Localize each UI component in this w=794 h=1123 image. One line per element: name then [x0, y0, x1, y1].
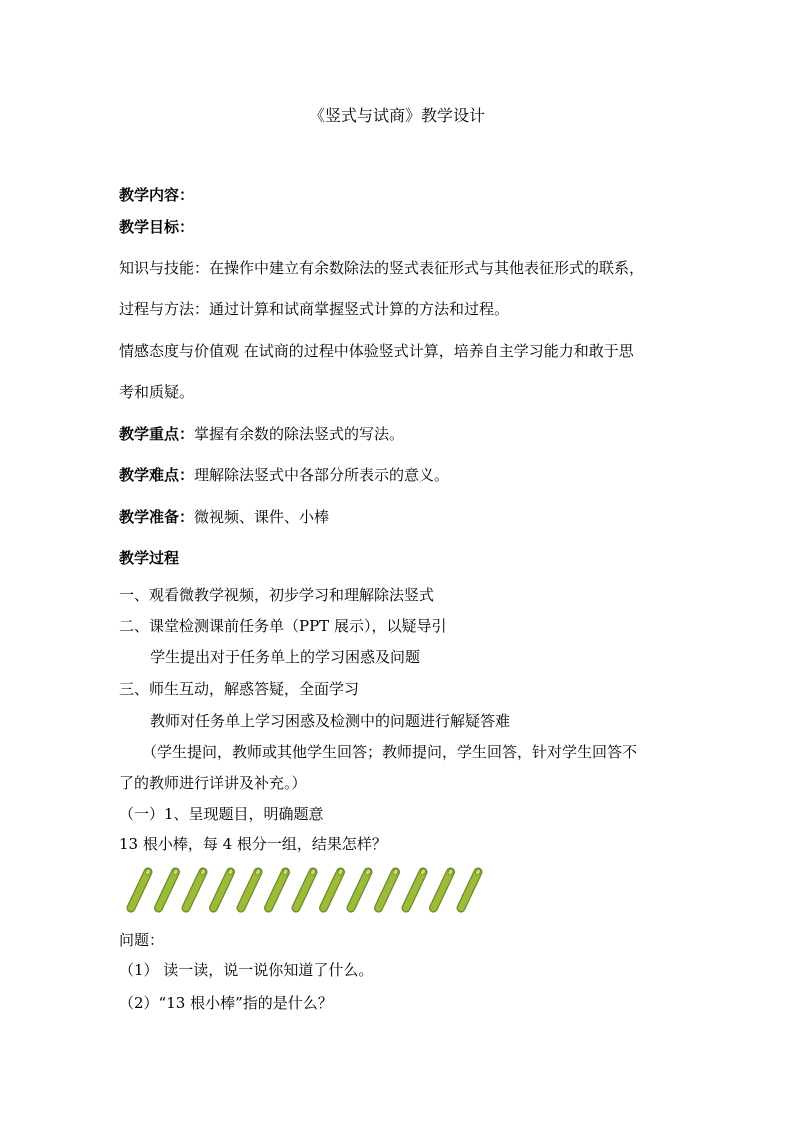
- preparation-row: [119, 510, 329, 525]
- document-title: 《竖式与试商》教学设计: [308, 106, 485, 125]
- teaching-content-label: 教学内容：: [119, 186, 195, 204]
- stick-3: [186, 868, 206, 908]
- subsection-1-heading: （一）1、呈现题目，明确题意: [119, 805, 324, 823]
- process-step-1: 一、观看微教学视频，初步学习和理解除法竖式: [119, 586, 435, 604]
- goal-knowledge-text: 知识与技能：在操作中建立有余数除法的竖式表征形式与其他表征形式的联系，: [119, 259, 645, 277]
- question-1: （1） 读一读，说一说你知道了什么。: [119, 961, 374, 979]
- process-step-3: 三、师生互动，解惑答疑，全面学习: [119, 680, 360, 698]
- key-point-text: 掌握有余数的除法竖式的写法。: [194, 425, 405, 443]
- difficulty-row: [119, 468, 449, 483]
- key-point-label: 教学重点：: [119, 425, 195, 443]
- difficulty-label: 教学难点：: [119, 466, 195, 484]
- process-step-3-detail: 教师对任务单上学习困惑及检测中的问题进行解疑答难: [150, 712, 511, 730]
- stick-10: [379, 868, 399, 908]
- stick-13: [461, 868, 481, 908]
- goal-attitude-text-line1: 情感态度与价值观 在试商的过程中体验竖式计算，培养自主学习能力和敢于思: [119, 342, 634, 360]
- stick-7: [296, 868, 316, 908]
- problem-statement: 13 根小棒，每 4 根分一组，结果怎样？: [119, 835, 387, 853]
- stick-12: [434, 868, 454, 908]
- stick-8: [324, 868, 344, 908]
- goal-process-text: 过程与方法：通过计算和试商掌握竖式计算的方法和过程。: [119, 300, 510, 318]
- stick-1: [131, 868, 151, 908]
- process-label: 教学过程: [119, 549, 180, 567]
- stick-11: [406, 868, 426, 908]
- process-step-3-note-line1: （学生提问，教师或其他学生回答；教师提问，学生回答，针对学生回答不: [142, 743, 638, 761]
- key-point-row: [119, 427, 404, 442]
- questions-label: 问题：: [119, 931, 165, 949]
- stick-6: [269, 868, 289, 908]
- goal-attitude-text-line2: 考和质疑。: [119, 383, 195, 401]
- process-step-2-detail: 学生提出对于任务单上的学习困惑及问题: [150, 648, 421, 666]
- process-step-3-note-line2: 了的教师进行详讲及补充。）: [119, 774, 307, 792]
- sticks-illustration: [125, 866, 495, 916]
- question-2: （2）“13 根小棒”指的是什么？: [119, 994, 333, 1012]
- process-step-2: 二、课堂检测课前任务单（PPT 展示），以疑导引: [119, 617, 447, 635]
- preparation-label: 教学准备：: [119, 508, 195, 526]
- teaching-goals-label: 教学目标：: [119, 218, 195, 236]
- difficulty-text: 理解除法竖式中各部分所表示的意义。: [194, 466, 450, 484]
- stick-2: [159, 868, 179, 908]
- stick-4: [214, 868, 234, 908]
- stick-5: [241, 868, 261, 908]
- preparation-text: 微视频、课件、小棒: [194, 508, 330, 526]
- stick-9: [351, 868, 371, 908]
